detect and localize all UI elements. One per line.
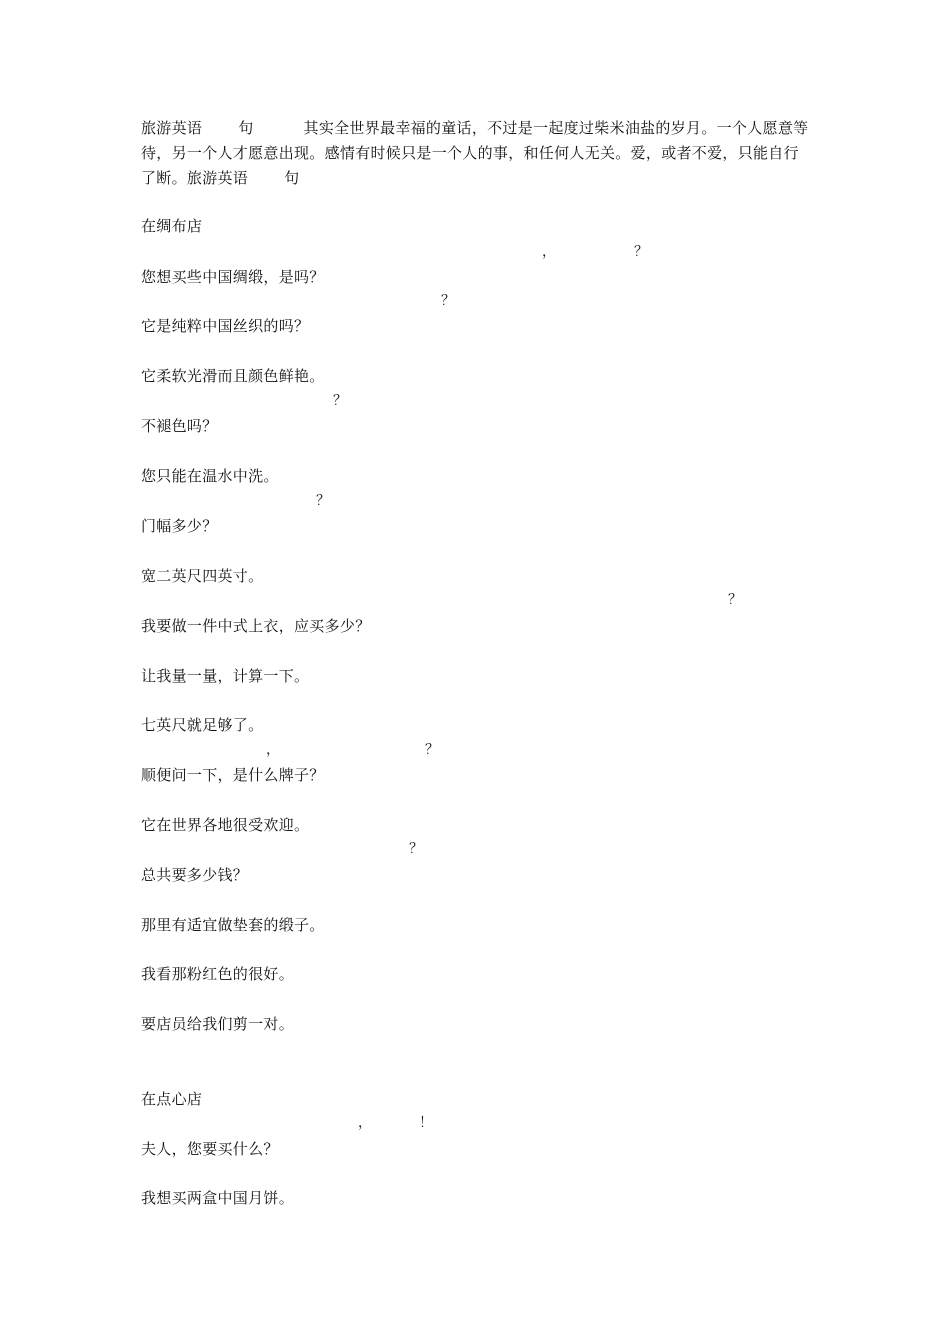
dialogue-line: 您只能在温水中洗。 [141, 467, 279, 485]
punctuation-mark: ？ [441, 294, 455, 309]
punctuation-mark: ？ [425, 743, 439, 758]
dialogue-line: 顺便问一下，是什么牌子？ [141, 766, 325, 784]
punctuation-mark: ， [358, 1116, 372, 1131]
section-heading-pastry-shop: 在点心店 [141, 1090, 203, 1108]
punctuation-mark: ， [542, 245, 556, 260]
intro-text: 其实全世界最幸福的童话，不过是一起度过柴米油盐的岁月。一个人愿意等待，另一个人才愿意出现。感情有时候只是一个人的事，和任何人无关。爱，或者不爱，只能自行了断。 [141, 119, 809, 187]
dialogue-line: 我想买两盒中国月饼。 [141, 1189, 295, 1207]
dialogue-line: 它在世界各地很受欢迎。 [141, 816, 310, 834]
dialogue-line: 我要做一件中式上衣，应买多少？ [141, 617, 371, 635]
dialogue-line: 它柔软光滑而且颜色鲜艳。 [141, 367, 325, 385]
dialogue-line: 要店员给我们剪一对。 [141, 1015, 295, 1033]
dialogue-line: 七英尺就足够了。 [141, 716, 264, 734]
dialogue-line: 门幅多少？ [141, 517, 218, 535]
intro-title: 旅游英语 [141, 119, 203, 137]
punctuation-mark: ？ [409, 842, 423, 857]
dialogue-line: 那里有适宜做垫套的缎子。 [141, 916, 325, 934]
punctuation-mark: ？ [316, 494, 330, 509]
punctuation-mark: ！ [419, 1116, 433, 1131]
dialogue-line: 让我量一量，计算一下。 [141, 667, 310, 685]
dialogue-line: 它是纯粹中国丝织的吗？ [141, 317, 310, 335]
dialogue-line: 您想买些中国绸缎，是吗？ [141, 268, 325, 286]
intro-title-suffix: 句 [238, 119, 254, 137]
punctuation-mark: ， [266, 743, 280, 758]
section-heading-silk-shop: 在绸布店 [141, 217, 203, 235]
intro-tail-suffix: 句 [284, 169, 300, 187]
punctuation-mark: ？ [728, 593, 742, 608]
punctuation-mark: ？ [634, 245, 648, 260]
intro-paragraph [141, 116, 813, 191]
dialogue-line: 我看那粉红色的很好。 [141, 965, 295, 983]
dialogue-line: 夫人，您要买什么？ [141, 1140, 279, 1158]
dialogue-line: 宽二英尺四英寸。 [141, 567, 264, 585]
dialogue-line: 总共要多少钱？ [141, 866, 249, 884]
intro-tail-title: 旅游英语 [186, 169, 249, 187]
punctuation-mark: ？ [333, 394, 347, 409]
dialogue-line: 不褪色吗？ [141, 417, 218, 435]
